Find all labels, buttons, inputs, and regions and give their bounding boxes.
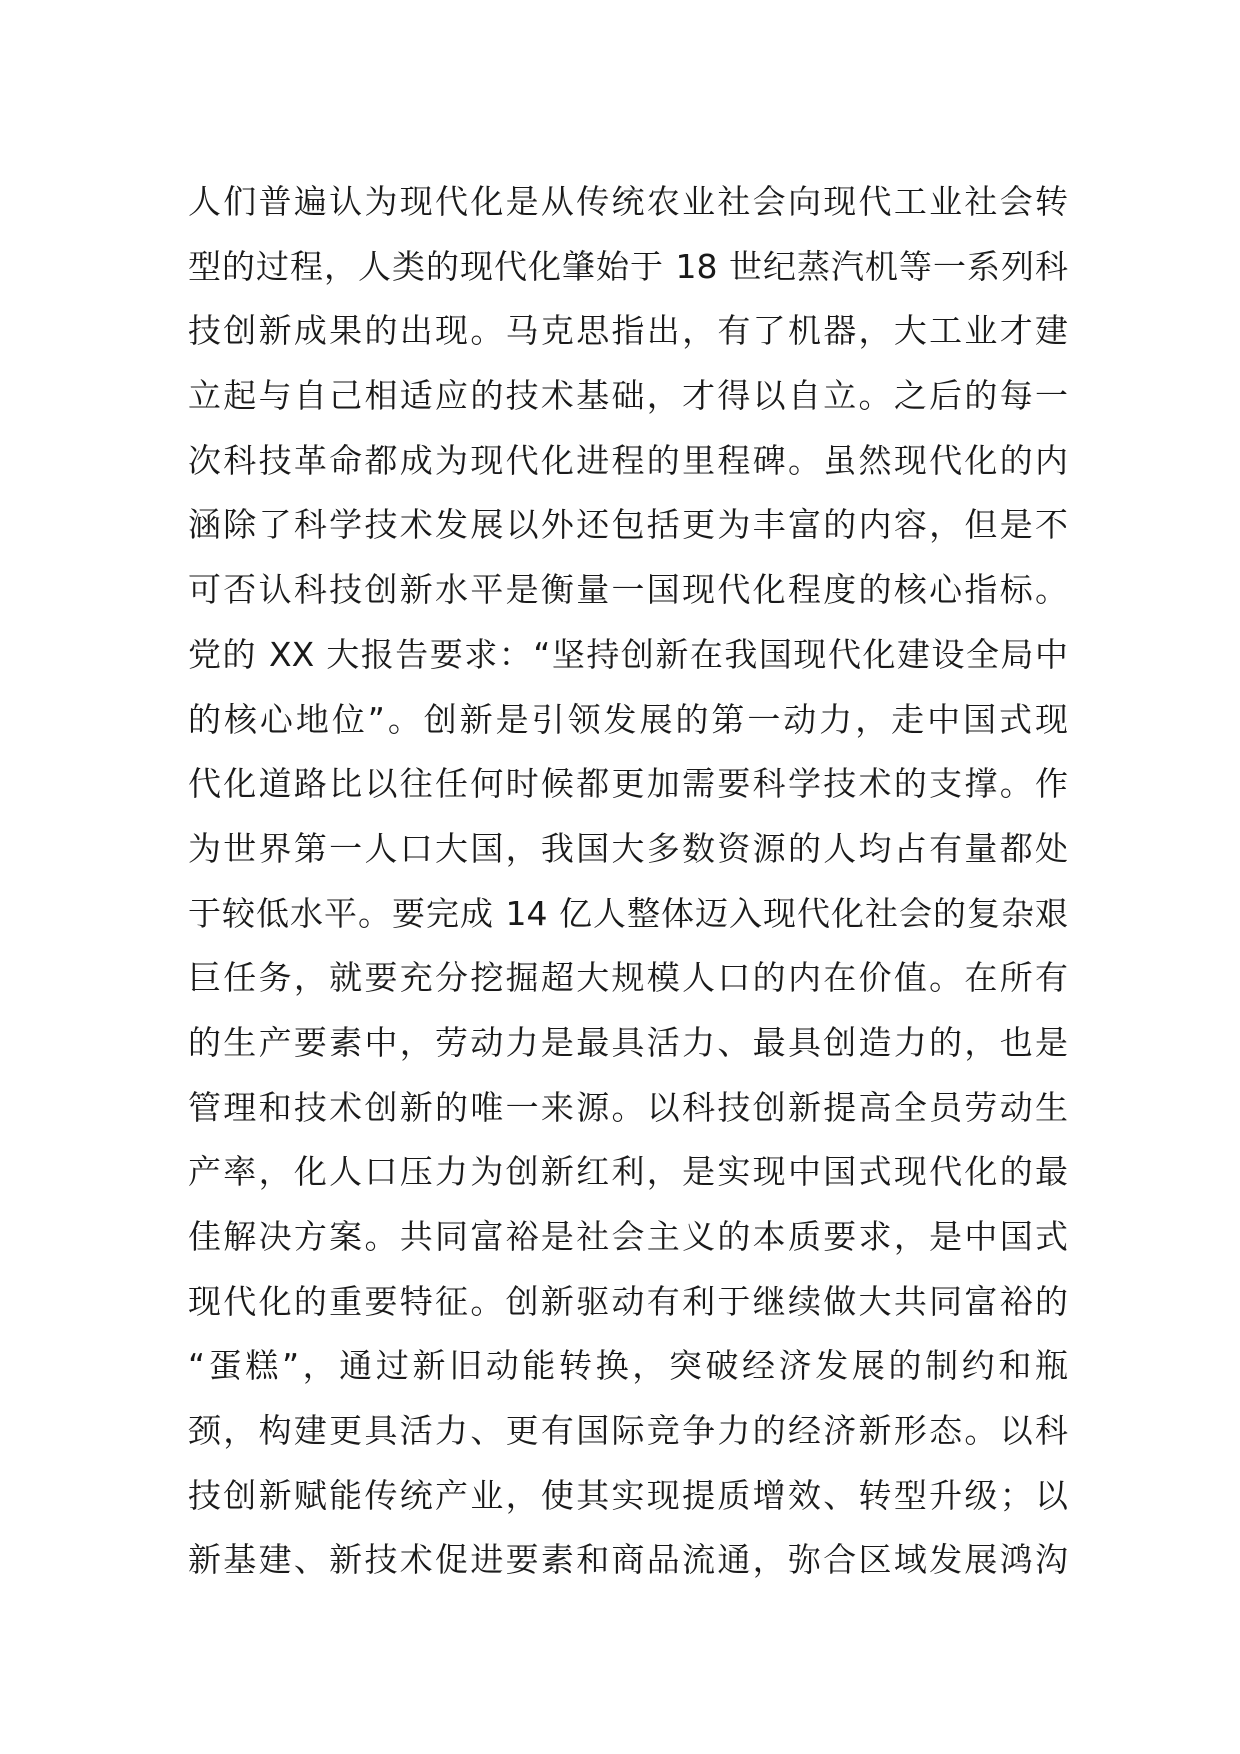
text-line: 涵除了科学技术发展以外还包括更为丰富的内容，但是不: [188, 505, 1068, 545]
text-line: 产率，化人口压力为创新红利，是实现中国式现代化的最: [188, 1152, 1068, 1192]
text-line: 人们普遍认为现代化是从传统农业社会向现代工业社会转: [188, 182, 1068, 221]
text-line: 党的 XX 大报告要求：“坚持创新在我国现代化建设全局中: [188, 634, 1068, 674]
text-line: 于较低水平。要完成 14 亿人整体迈入现代化社会的复杂艰: [188, 893, 1068, 933]
text-line: 次科技革命都成为现代化进程的里程碑。虽然现代化的内: [188, 440, 1068, 480]
text-line: “蛋糕”，通过新旧动能转换，突破经济发展的制约和瓶: [188, 1346, 1068, 1386]
text-line: 佳解决方案。共同富裕是社会主义的本质要求，是中国式: [188, 1217, 1068, 1256]
text-line: 技创新成果的出现。马克思指出，有了机器，大工业才建: [188, 311, 1068, 351]
text-line: 可否认科技创新水平是衡量一国现代化程度的核心指标。: [188, 570, 1068, 610]
text-line: 颈，构建更具活力、更有国际竞争力的经济新形态。以科: [188, 1411, 1068, 1451]
text-line: 的核心地位”。创新是引领发展的第一动力，走中国式现: [188, 699, 1068, 739]
text-line: 为世界第一人口大国，我国大多数资源的人均占有量都处: [188, 828, 1068, 868]
body-paragraph: [188, 170, 1068, 1593]
text-line: 代化道路比以往任何时候都更加需要科学技术的支撑。作: [188, 764, 1068, 804]
text-line: 的生产要素中，劳动力是最具活力、最具创造力的，也是: [188, 1022, 1068, 1062]
text-line: 现代化的重要特征。创新驱动有利于继续做大共同富裕的: [188, 1281, 1068, 1321]
text-line: 巨任务，就要充分挖掘超大规模人口的内在价值。在所有: [188, 958, 1068, 998]
text-line: 新基建、新技术促进要素和商品流通，弥合区域发展鸿沟: [188, 1540, 1068, 1580]
text-line: 技创新赋能传统产业，使其实现提质增效、转型升级；以: [188, 1475, 1068, 1515]
text-line: 立起与自己相适应的技术基础，才得以自立。之后的每一: [188, 376, 1068, 416]
text-line: 型的过程，人类的现代化肇始于 18 世纪蒸汽机等一系列科: [188, 246, 1068, 286]
text-line: 管理和技术创新的唯一来源。以科技创新提高全员劳动生: [188, 1087, 1068, 1127]
